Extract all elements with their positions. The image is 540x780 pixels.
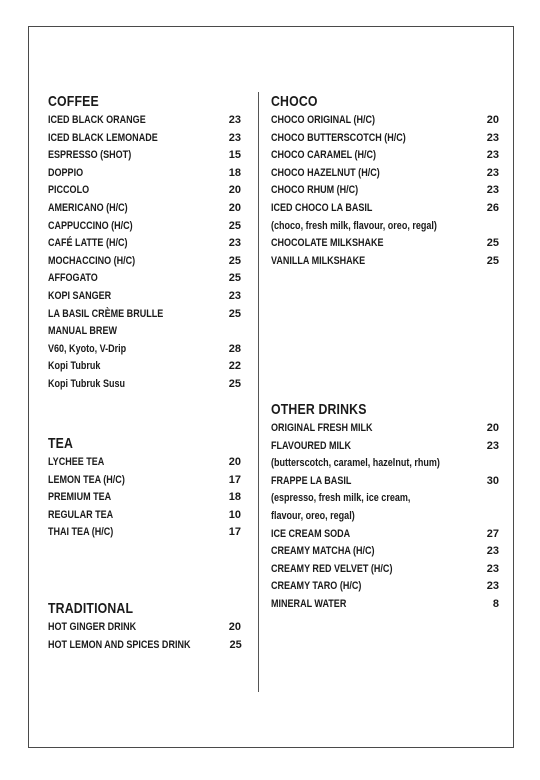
menu-item-name: FLAVOURED MILK xyxy=(271,439,352,452)
menu-item xyxy=(48,253,241,271)
choco-items xyxy=(271,112,499,270)
menu-item-price: 23 xyxy=(486,166,499,179)
menu-item-price: 23 xyxy=(228,237,241,250)
other-drinks-title: OTHER DRINKS xyxy=(271,401,367,418)
menu-item-price: 25 xyxy=(486,254,499,267)
menu-item xyxy=(48,306,241,324)
menu-item xyxy=(48,235,241,253)
menu-item-name: CREAMY TARO (H/C) xyxy=(271,580,362,593)
menu-item-price xyxy=(479,490,499,508)
menu-item-price: 20 xyxy=(228,184,241,197)
menu-item xyxy=(48,358,241,376)
menu-item xyxy=(48,472,241,490)
menu-item-name: (butterscotch, caramel, hazelnut, rhum) xyxy=(271,457,440,470)
traditional-title: TRADITIONAL xyxy=(48,600,134,617)
menu-item-price: 20 xyxy=(228,456,241,468)
menu-item xyxy=(271,526,499,544)
menu-item-name: CREAMY RED VELVET (H/C) xyxy=(271,562,393,575)
menu-item-price: 25 xyxy=(228,254,241,267)
menu-item-name: LEMON TEA (H/C) xyxy=(48,473,125,486)
menu-item-name: AFFOGATO xyxy=(48,272,98,285)
menu-item-price: 15 xyxy=(228,149,241,162)
menu-item-price: 20 xyxy=(228,621,241,633)
menu-item xyxy=(271,200,499,218)
menu-item xyxy=(48,270,241,288)
menu-item-price: 28 xyxy=(228,342,241,355)
menu-item-price: 23 xyxy=(486,131,499,144)
menu-item-name: LYCHEE TEA xyxy=(48,456,105,468)
menu-item xyxy=(271,455,499,473)
menu-item xyxy=(48,200,241,218)
menu-item-name: (choco, fresh milk, flavour, oreo, regal) xyxy=(271,219,437,232)
menu-item-name: MANUAL BREW xyxy=(48,325,117,338)
menu-item-name: ICED CHOCO LA BASIL xyxy=(271,201,373,214)
column-divider xyxy=(258,92,259,692)
menu-item-name: HOT GINGER DRINK xyxy=(48,621,137,633)
menu-item-price: 25 xyxy=(229,638,242,651)
menu-item-name: ICED BLACK ORANGE xyxy=(48,114,146,126)
menu-item-name: CAFÉ LATTE (H/C) xyxy=(48,237,128,250)
menu-item xyxy=(271,473,499,491)
menu-item xyxy=(48,524,241,542)
menu-item-name: ICED BLACK LEMONADE xyxy=(48,131,158,144)
traditional-section xyxy=(48,599,241,654)
menu-item-name: MOCHACCINO (H/C) xyxy=(48,254,136,267)
menu-item xyxy=(48,130,241,148)
menu-item-name: ORIGINAL FRESH MILK xyxy=(271,422,373,434)
menu-item-price: 23 xyxy=(486,545,499,558)
other-drinks-section xyxy=(271,400,499,614)
menu-item-price: 20 xyxy=(486,422,499,434)
menu-item-price: 20 xyxy=(486,114,499,126)
menu-item-price: 27 xyxy=(486,527,499,540)
traditional-items xyxy=(48,619,241,654)
menu-item-name: CHOCO ORIGINAL (H/C) xyxy=(271,114,376,126)
menu-item xyxy=(271,130,499,148)
menu-item-name: FRAPPE LA BASIL xyxy=(271,474,352,487)
menu-item-price: 25 xyxy=(228,272,241,285)
menu-item xyxy=(48,147,241,165)
choco-title: CHOCO xyxy=(271,93,318,110)
menu-item-price: 26 xyxy=(486,201,499,214)
menu-item xyxy=(271,218,499,236)
menu-item xyxy=(48,323,241,341)
menu-item xyxy=(271,235,499,253)
menu-item xyxy=(271,253,499,271)
menu-item-price xyxy=(221,323,241,341)
menu-item xyxy=(48,112,241,130)
choco-section xyxy=(271,92,499,270)
menu-item-name: KOPI SANGER xyxy=(48,289,112,302)
menu-item xyxy=(48,507,241,525)
menu-item-name: CREAMY MATCHA (H/C) xyxy=(271,545,375,558)
menu-item-name: MINERAL WATER xyxy=(271,597,347,610)
menu-item-price xyxy=(479,508,499,526)
menu-item-price: 18 xyxy=(228,166,241,179)
menu-item-name: ICE CREAM SODA xyxy=(271,527,351,540)
coffee-section xyxy=(48,92,241,394)
menu-item-name: CHOCO HAZELNUT (H/C) xyxy=(271,166,380,179)
menu-item-name: DOPPIO xyxy=(48,166,84,179)
menu-item-price: 23 xyxy=(486,184,499,197)
tea-items xyxy=(48,454,241,542)
menu-item-name: flavour, oreo, regal) xyxy=(271,509,355,522)
menu-item xyxy=(48,376,241,394)
menu-item-price: 30 xyxy=(486,474,499,487)
menu-item xyxy=(48,218,241,236)
menu-item xyxy=(271,596,499,614)
menu-item-name: THAI TEA (H/C) xyxy=(48,526,114,539)
menu-item-name: PREMIUM TEA xyxy=(48,491,112,504)
menu-item-name: CHOCO RHUM (H/C) xyxy=(271,184,359,197)
other-drinks-items xyxy=(271,420,499,614)
coffee-items xyxy=(48,112,241,394)
menu-item-name: ESPRESSO (SHOT) xyxy=(48,149,132,162)
menu-item xyxy=(48,165,241,183)
tea-section xyxy=(48,434,241,542)
menu-item-price: 22 xyxy=(228,360,241,373)
menu-item-price: 17 xyxy=(228,473,241,486)
menu-item xyxy=(271,490,499,508)
menu-item-price: 23 xyxy=(228,114,241,126)
menu-item-price: 18 xyxy=(228,491,241,504)
menu-item xyxy=(48,454,241,472)
menu-item xyxy=(48,182,241,200)
menu-item-name: (espresso, fresh milk, ice cream, xyxy=(271,492,411,505)
menu-item xyxy=(48,341,241,359)
menu-item-price: 25 xyxy=(228,307,241,320)
menu-item-name: CHOCO BUTTERSCOTCH (H/C) xyxy=(271,131,406,144)
menu-item-price: 25 xyxy=(486,237,499,250)
menu-item-price: 23 xyxy=(486,149,499,162)
menu-item xyxy=(271,543,499,561)
menu-item xyxy=(271,578,499,596)
menu-item-name: HOT LEMON AND SPICES DRINK xyxy=(48,638,191,651)
menu-item-price: 23 xyxy=(486,562,499,575)
menu-item-name: LA BASIL CRÈME BRULLE xyxy=(48,307,164,320)
menu-item-price: 25 xyxy=(228,377,241,390)
menu-item-price: 10 xyxy=(228,508,241,521)
menu-item-name: REGULAR TEA xyxy=(48,508,114,521)
menu-item-price: 23 xyxy=(228,131,241,144)
menu-item-price xyxy=(479,455,499,473)
menu-item xyxy=(271,112,499,130)
menu-item-name: CHOCO CARAMEL (H/C) xyxy=(271,149,377,162)
menu-item xyxy=(48,637,241,655)
menu-item-name: AMERICANO (H/C) xyxy=(48,201,128,214)
menu-item-name: CAPPUCCINO (H/C) xyxy=(48,219,133,232)
menu-item-name: Kopi Tubruk xyxy=(48,360,101,373)
menu-item xyxy=(271,147,499,165)
menu-item-price: 20 xyxy=(228,201,241,214)
menu-item-price: 17 xyxy=(228,526,241,539)
menu-item-price: 23 xyxy=(228,289,241,302)
menu-item xyxy=(271,182,499,200)
menu-item xyxy=(48,619,241,637)
menu-item xyxy=(48,288,241,306)
menu-item-price: 8 xyxy=(492,597,499,610)
menu-item-name: CHOCOLATE MILKSHAKE xyxy=(271,237,384,250)
menu-item-price: 23 xyxy=(486,439,499,452)
coffee-title: COFFEE xyxy=(48,93,99,110)
menu-item-name: PICCOLO xyxy=(48,184,90,197)
menu-item xyxy=(271,165,499,183)
menu-item-name: V60, Kyoto, V-Drip xyxy=(48,342,127,355)
menu-item-price: 23 xyxy=(486,580,499,593)
menu-item-price xyxy=(479,218,499,236)
menu-item xyxy=(271,561,499,579)
menu-item xyxy=(271,420,499,438)
menu-item xyxy=(271,508,499,526)
tea-title: TEA xyxy=(48,435,74,452)
menu-item xyxy=(48,489,241,507)
menu-item-price: 25 xyxy=(228,219,241,232)
menu-item xyxy=(271,438,499,456)
menu-item-name: VANILLA MILKSHAKE xyxy=(271,254,366,267)
menu-item-name: Kopi Tubruk Susu xyxy=(48,377,126,390)
